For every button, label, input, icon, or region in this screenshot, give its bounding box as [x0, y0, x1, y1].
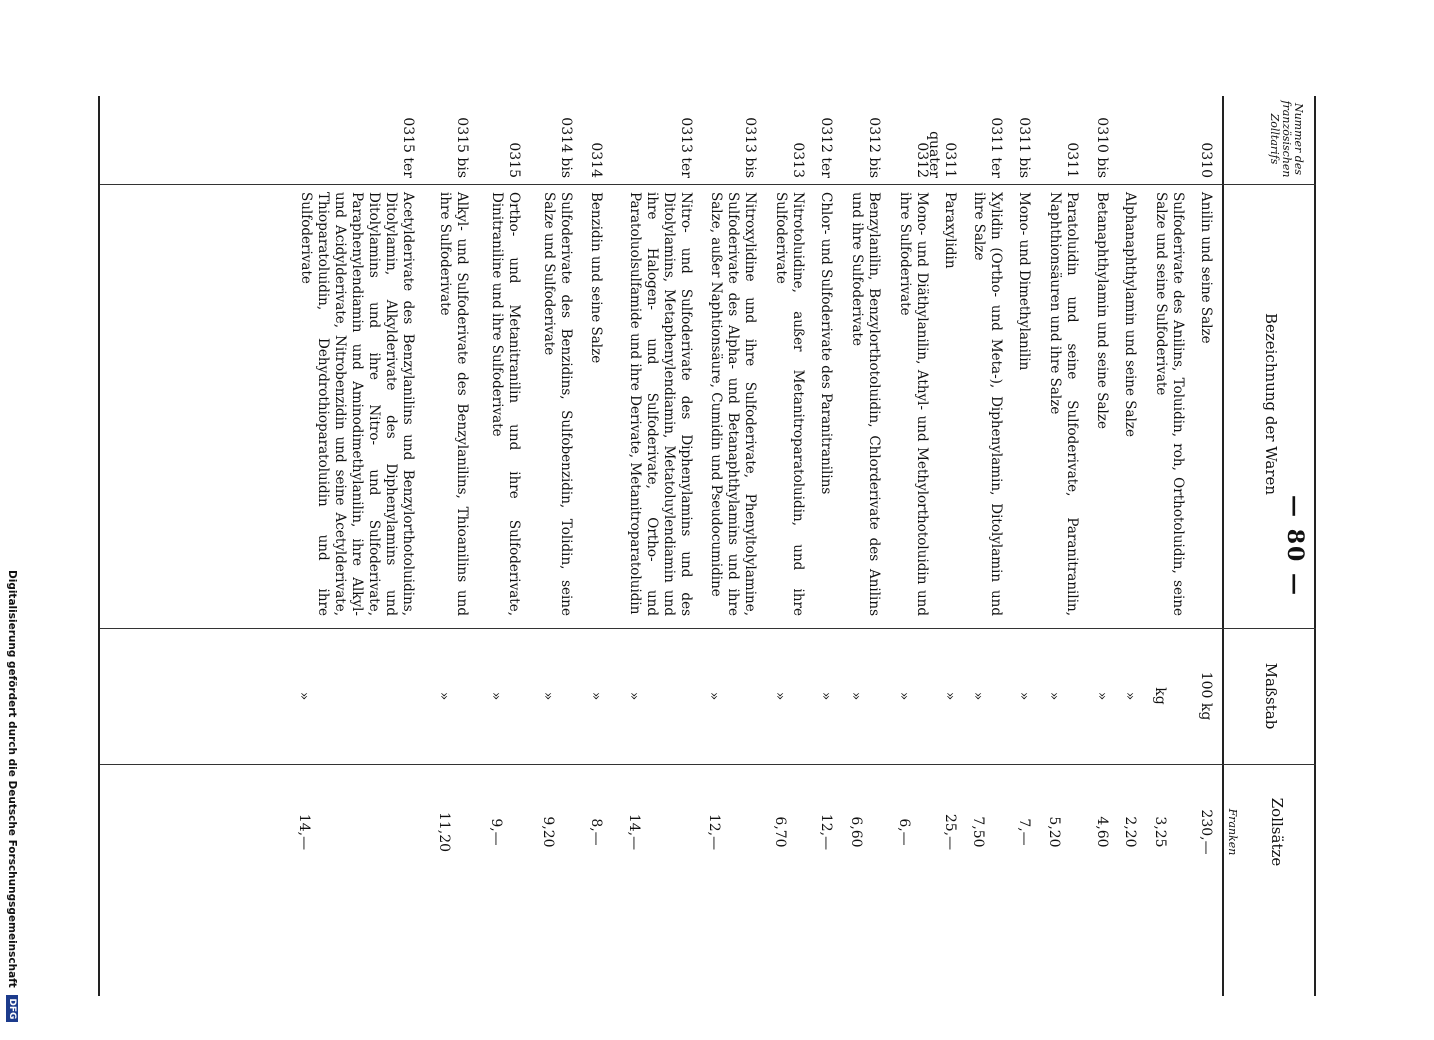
- unit: »: [588, 691, 604, 701]
- unit: »: [296, 691, 312, 701]
- header-number: Nummer des französischen Zolltarifs: [1268, 100, 1305, 178]
- duty-rate: 12,—: [706, 813, 722, 851]
- unit: 100 kg: [1198, 671, 1214, 721]
- duty-rate: 8,—: [588, 818, 604, 846]
- goods-description: Ortho- und Metanitranilin und ihre Sulfoderivate, Dinitraniline und ihre Sulfoderivate: [489, 192, 522, 616]
- unit: »: [772, 691, 788, 701]
- goods-description: Nitrotoluidine, außer Metanitroparatoluidin, und ihre Sulfoderivate: [773, 192, 806, 616]
- tariff-number: 0310: [1198, 142, 1214, 178]
- unit: »: [1016, 691, 1032, 701]
- tariff-number: 0311 quater: [926, 131, 958, 178]
- tariff-number: 0314: [588, 142, 604, 178]
- unit: »: [818, 691, 834, 701]
- unit: »: [436, 691, 452, 701]
- header-description: Bezeichnung der Waren: [1262, 312, 1280, 496]
- goods-description: Nitroxylidine und ihre Sulfoderivate, Phenyltolylamine, Sulfoderivate des Alpha- und Betanaphthylamins und ihre Salze, außer Naphtionsäure, Cumidin und Pseudocumidine: [708, 192, 758, 616]
- unit: »: [1046, 691, 1062, 701]
- duty-rate: 25,—: [942, 813, 958, 851]
- goods-description: Paratoluidin und seine Sulfoderivate, Paranitranilin, Naphthionsäuren und ihre Salze: [1047, 192, 1080, 616]
- tariff-number: 0312: [914, 142, 930, 178]
- duty-rate: 6,—: [896, 818, 912, 846]
- goods-description: Sulfoderivate des Benzidins, Sulfobenzidin, Tolidin, seine Salze und Sulfoderivate: [541, 192, 574, 616]
- goods-description: Alkyl- und Sulfoderivate des Benzylanilins, Thioanilins und ihre Sulfoderivate: [437, 192, 470, 616]
- unit: »: [896, 691, 912, 701]
- header-rate: Zollsätze: [1268, 797, 1286, 867]
- goods-description: Benzylanilin, Benzylorthotoluidin, Chlorderivate des Anilins und ihre Sulfoderivate: [849, 192, 882, 616]
- unit: »: [1122, 691, 1138, 701]
- column-rule: [100, 628, 1316, 629]
- goods-description: Paraxylidin: [942, 192, 958, 269]
- page-number: — 80 —: [1282, 495, 1308, 597]
- tariff-number: 0313: [790, 142, 806, 178]
- tariff-number: 0312 ter: [818, 117, 834, 178]
- duty-rate: 6,60: [848, 816, 864, 848]
- unit: »: [540, 691, 556, 701]
- goods-description: Chlor- und Sulfoderivate des Paranitranilins: [818, 192, 834, 495]
- header-unit: Maßstab: [1262, 662, 1280, 730]
- duty-rate: 11,20: [436, 811, 452, 853]
- goods-description: Anilin und seine Salze: [1198, 192, 1214, 344]
- duty-rate: 14,—: [626, 813, 642, 851]
- funding-note-text: Digitalisierung gefördert durch die Deutsche Forschungsgemeinschaft: [6, 570, 18, 988]
- duty-rate: 7,50: [970, 816, 986, 848]
- goods-description: Betanaphthylamin und seine Salze: [1094, 192, 1110, 429]
- tariff-number: 0315 ter: [400, 117, 416, 178]
- tariff-number: 0310 bis: [1094, 117, 1110, 178]
- tariff-number: 0312 bis: [866, 117, 882, 178]
- goods-description: Benzidin und seine Salze: [588, 192, 604, 364]
- goods-description: Acetylderivate des Benzylanilins und Benzylorthotoluidins, Ditolylamin, Alkylderivate des Diphenylamins und Ditolylamins und ihre Nitro- und Sulfoderivate, Paraphenylendiamin und Aminodimethylanilin, ihre Alkyl- und Acidylderivate, Nitrobenzidin und seine Acetylderivate, Thioparatoluidin, Dehydrothioparatoluidin und ihre Sulfoderivate: [298, 192, 416, 616]
- duty-rate: 7,—: [1016, 818, 1032, 846]
- goods-description: Mono- und Dimethylanilin: [1016, 192, 1032, 371]
- column-rule: [100, 764, 1316, 765]
- duty-rate: 6,70: [772, 816, 788, 848]
- duty-rate: 9,—: [488, 818, 504, 846]
- goods-description: Xylidin (Ortho- und Meta-), Diphenylamin, Ditolylamin und ihre Salze: [971, 192, 1004, 616]
- unit: kg: [1152, 687, 1168, 705]
- goods-description: Alphanaphthylamin und seine Salze: [1122, 192, 1138, 437]
- duty-rate: 2,20: [1122, 816, 1138, 848]
- table-top-rule: [1314, 96, 1316, 996]
- duty-rate: 5,20: [1046, 816, 1062, 848]
- duty-rate: 12,—: [818, 813, 834, 851]
- tariff-number: 0313 ter: [678, 117, 694, 178]
- unit: »: [488, 691, 504, 701]
- funding-note: [0, 570, 18, 1040]
- duty-rate: 230,—: [1198, 809, 1214, 855]
- unit: »: [626, 691, 642, 701]
- unit: »: [1094, 691, 1110, 701]
- header-bottom-rule: [1222, 96, 1224, 996]
- duty-rate: 4,60: [1094, 816, 1110, 848]
- duty-rate: 14,—: [296, 813, 312, 851]
- unit: »: [942, 691, 958, 701]
- duty-rate: 9,20: [540, 816, 556, 848]
- rotated-page: [96, 96, 1316, 996]
- column-rule: [100, 184, 1316, 185]
- unit: »: [848, 691, 864, 701]
- unit: »: [706, 691, 722, 701]
- tariff-table: [96, 96, 1316, 996]
- goods-description: Nitro- und Sulfoderivate des Diphenylamins und des Ditolylamins, Metaphenylendiamin, Metatoluylendiamin und ihre Halogen- und Sulfoderivate, Ortho- und Paratoluolsulfamide und ihre Derivate, Metanitroparatoluidin: [627, 192, 694, 616]
- duty-rate: 3,25: [1152, 816, 1168, 848]
- tariff-number: 0315: [506, 142, 522, 178]
- goods-description: Mono- und Diäthylanilin, Athyl- und Methylorthotoluidin und ihre Sulfoderivate: [897, 192, 930, 616]
- unit: »: [970, 691, 986, 701]
- tariff-number: 0311 ter: [988, 117, 1004, 178]
- goods-description: Sulfoderivate des Anilins, Toluidin, roh, Orthotoluidin, seine Salze und seine Sulfoderivate: [1153, 192, 1186, 616]
- tariff-number: 0311: [1064, 142, 1080, 178]
- table-bottom-rule: [98, 96, 100, 996]
- tariff-number: 0313 bis: [742, 117, 758, 178]
- dfg-logo: DFG: [6, 995, 18, 1022]
- tariff-number: 0315 bis: [454, 117, 470, 178]
- header-currency: Franken: [1226, 808, 1239, 856]
- tariff-number: 0311 bis: [1016, 117, 1032, 178]
- tariff-number: 0314 bis: [558, 117, 574, 178]
